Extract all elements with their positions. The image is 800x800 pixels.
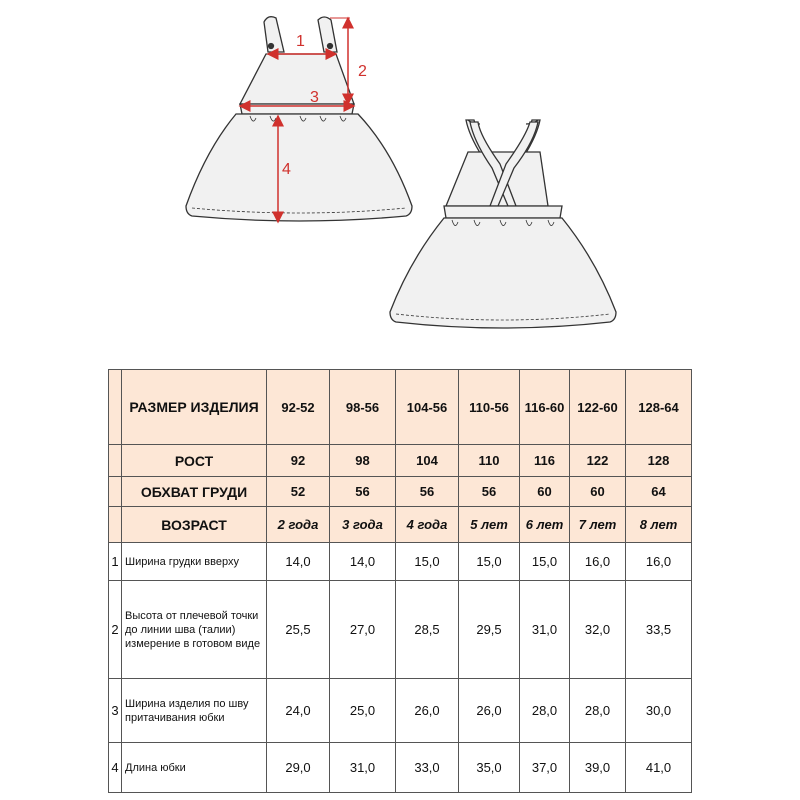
measure-value-cell: 26,0 bbox=[396, 679, 459, 743]
header-value-cell: 128-64 bbox=[626, 370, 692, 445]
marker-3: 3 bbox=[310, 89, 319, 106]
front-bib bbox=[240, 54, 354, 104]
measure-value-cell: 15,0 bbox=[459, 543, 520, 581]
back-skirt bbox=[390, 218, 616, 328]
measure-value-cell: 16,0 bbox=[626, 543, 692, 581]
back-view bbox=[390, 120, 616, 328]
size-table bbox=[108, 369, 692, 793]
measure-value-cell: 24,0 bbox=[267, 679, 330, 743]
header-value-cell: 110-56 bbox=[459, 370, 520, 445]
header-label: РОСТ bbox=[122, 445, 267, 477]
measure-number: 4 bbox=[109, 743, 122, 793]
measure-value-cell: 28,5 bbox=[396, 581, 459, 679]
measure-value-cell: 30,0 bbox=[626, 679, 692, 743]
header-index-cell bbox=[109, 477, 122, 507]
measure-value-cell: 37,0 bbox=[520, 743, 570, 793]
measure-value-cell: 28,0 bbox=[520, 679, 570, 743]
header-value-cell: 122-60 bbox=[570, 370, 626, 445]
header-index-cell bbox=[109, 370, 122, 445]
header-row bbox=[109, 370, 692, 445]
measure-value-cell: 29,5 bbox=[459, 581, 520, 679]
measure-value-cell: 25,5 bbox=[267, 581, 330, 679]
header-value-cell: 128 bbox=[626, 445, 692, 477]
measure-row bbox=[109, 543, 692, 581]
front-skirt bbox=[186, 114, 412, 221]
measure-value-cell: 26,0 bbox=[459, 679, 520, 743]
marker-4: 4 bbox=[282, 161, 291, 178]
measure-number: 3 bbox=[109, 679, 122, 743]
header-index-cell bbox=[109, 445, 122, 477]
measure-value-cell: 33,5 bbox=[626, 581, 692, 679]
header-value-cell: 60 bbox=[570, 477, 626, 507]
garment-diagram bbox=[0, 0, 800, 360]
measure-value-cell: 29,0 bbox=[267, 743, 330, 793]
measure-description: Ширина изделия по шву притачивания юбки bbox=[122, 679, 267, 743]
header-value-cell: 92-52 bbox=[267, 370, 330, 445]
header-value-cell: 104 bbox=[396, 445, 459, 477]
header-value-cell: 6 лет bbox=[520, 507, 570, 543]
header-value-cell: 110 bbox=[459, 445, 520, 477]
header-value-cell: 7 лет bbox=[570, 507, 626, 543]
header-value-cell: 3 года bbox=[330, 507, 396, 543]
header-value-cell: 98 bbox=[330, 445, 396, 477]
header-value-cell: 4 года bbox=[396, 507, 459, 543]
measure-value-cell: 41,0 bbox=[626, 743, 692, 793]
header-value-cell: 64 bbox=[626, 477, 692, 507]
measure-value-cell: 33,0 bbox=[396, 743, 459, 793]
header-label: ВОЗРАСТ bbox=[122, 507, 267, 543]
measure-description: Высота от плечевой точки до линии шва (талии) измерение в готовом виде bbox=[122, 581, 267, 679]
measure-value-cell: 14,0 bbox=[330, 543, 396, 581]
measure-number: 1 bbox=[109, 543, 122, 581]
header-value-cell: 2 года bbox=[267, 507, 330, 543]
header-value-cell: 60 bbox=[520, 477, 570, 507]
header-value-cell: 56 bbox=[396, 477, 459, 507]
measure-value-cell: 16,0 bbox=[570, 543, 626, 581]
measure-number: 2 bbox=[109, 581, 122, 679]
measure-description: Ширина грудки вверху bbox=[122, 543, 267, 581]
measure-value-cell: 31,0 bbox=[330, 743, 396, 793]
header-value-cell: 56 bbox=[330, 477, 396, 507]
measure-description: Длина юбки bbox=[122, 743, 267, 793]
header-row bbox=[109, 477, 692, 507]
header-value-cell: 56 bbox=[459, 477, 520, 507]
measure-row bbox=[109, 743, 692, 793]
header-value-cell: 116 bbox=[520, 445, 570, 477]
measure-value-cell: 14,0 bbox=[267, 543, 330, 581]
header-value-cell: 98-56 bbox=[330, 370, 396, 445]
measure-value-cell: 39,0 bbox=[570, 743, 626, 793]
measure-value-cell: 35,0 bbox=[459, 743, 520, 793]
header-value-cell: 92 bbox=[267, 445, 330, 477]
header-row bbox=[109, 507, 692, 543]
header-label: ОБХВАТ ГРУДИ bbox=[122, 477, 267, 507]
header-value-cell: 52 bbox=[267, 477, 330, 507]
measure-value-cell: 31,0 bbox=[520, 581, 570, 679]
measure-row bbox=[109, 581, 692, 679]
measure-row bbox=[109, 679, 692, 743]
header-value-cell: 122 bbox=[570, 445, 626, 477]
header-row bbox=[109, 445, 692, 477]
header-index-cell bbox=[109, 507, 122, 543]
measure-value-cell: 32,0 bbox=[570, 581, 626, 679]
measure-value-cell: 27,0 bbox=[330, 581, 396, 679]
measure-value-cell: 15,0 bbox=[396, 543, 459, 581]
header-value-cell: 5 лет bbox=[459, 507, 520, 543]
marker-1: 1 bbox=[296, 33, 305, 50]
marker-2: 2 bbox=[358, 63, 367, 80]
header-value-cell: 104-56 bbox=[396, 370, 459, 445]
measure-value-cell: 25,0 bbox=[330, 679, 396, 743]
header-label: РАЗМЕР ИЗДЕЛИЯ bbox=[122, 370, 267, 445]
header-value-cell: 116-60 bbox=[520, 370, 570, 445]
back-waistband bbox=[444, 206, 562, 218]
measure-value-cell: 28,0 bbox=[570, 679, 626, 743]
header-value-cell: 8 лет bbox=[626, 507, 692, 543]
measure-value-cell: 15,0 bbox=[520, 543, 570, 581]
